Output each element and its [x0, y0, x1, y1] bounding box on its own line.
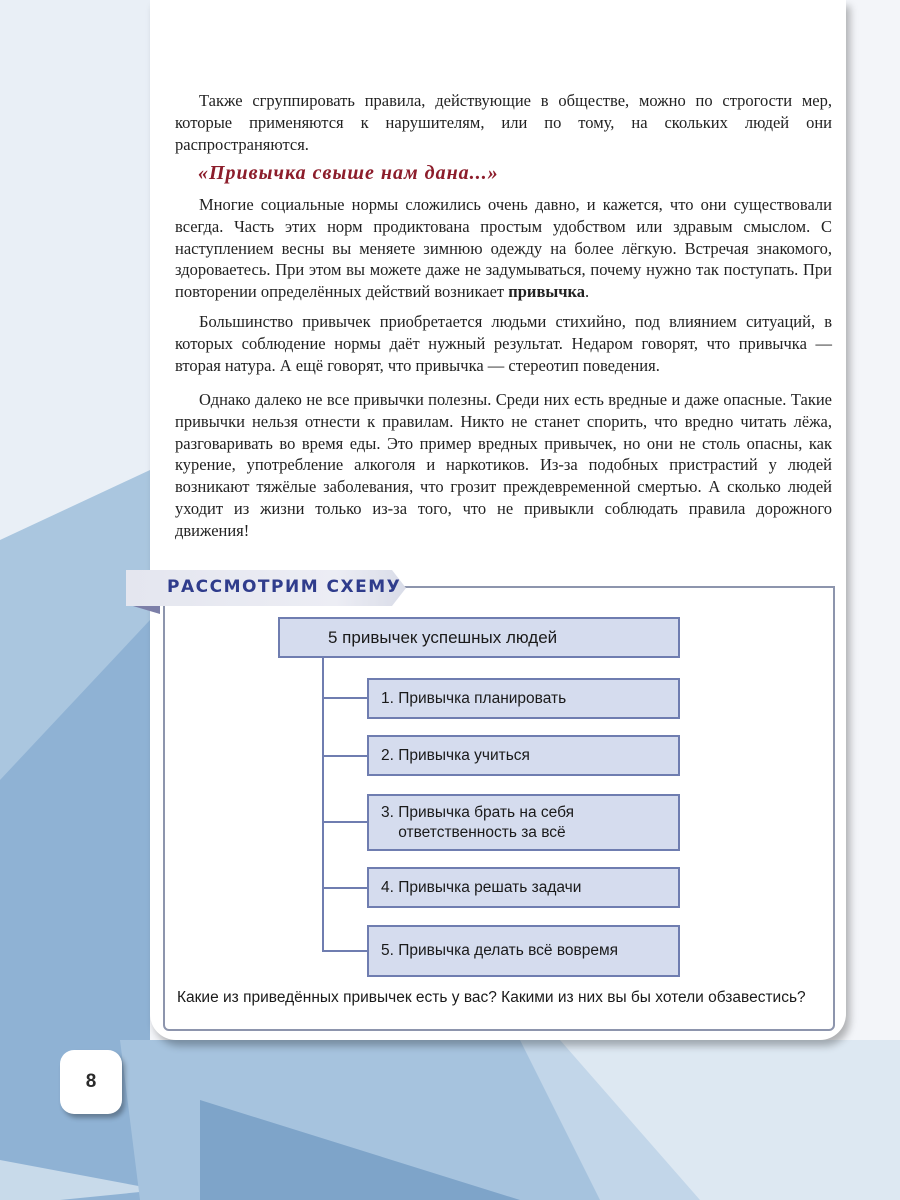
scheme-item-5: 5. Привычка делать всё вовремя [367, 925, 680, 977]
scheme-tab-label: РАССМОТРИМ СХЕМУ [167, 577, 402, 597]
paragraph-1: Также сгруппировать правила, действующие в обществе, можно по строгости мер, которые применяются к нарушителям, или по тому, на скольких людей они распространяются. [175, 91, 832, 154]
page-number-badge [60, 1050, 122, 1114]
section-heading: «Привычка свыше нам дана...» [198, 162, 499, 184]
paragraph-3: Большинство привычек приобретается людьми стихийно, под влиянием ситуаций, в которых соблюдение нормы даёт нужный результат. Недаром говорят, что привычка — вторая натура. А ещё говорят, что привычка — стереотип поведения. [175, 312, 832, 375]
paragraph-4: Однако далеко не все привычки полезны. Среди них есть вредные и даже опасные. Такие привычки нельзя отнести к правилам. Никто не станет спорить, что вредно читать лёжа, разговаривать во время еды. Это пример вредных привычек, но они не столь опасны, как курение, употребление алкоголя и наркотиков. Из-за подобных пристрастий у людей возникают тяжёлые заболевания, что грозит преждевременной смертью. А сколько людей уходит из жизни только из-за того, что не привыкли соблюдать правила дорожного движения! [175, 390, 832, 540]
scheme-item-3: 3. Привычка брать на себя ответственность за всё [367, 794, 680, 851]
scheme-item-1: 1. Привычка планировать [367, 678, 680, 719]
connector-5 [322, 950, 368, 952]
connector-3 [322, 821, 368, 823]
scheme-item-4: 4. Привычка решать задачи [367, 867, 680, 908]
paragraph-2 [175, 194, 832, 303]
question-text: Какие из приведённых привычек есть у вас? Какими из них вы бы хотели обзавестись? [177, 989, 806, 1006]
connector-2 [322, 755, 368, 757]
scheme-title-box: 5 привычек успешных людей [278, 617, 680, 658]
term-habit: привычка [508, 282, 586, 302]
paragraph-2-text: Многие социальные нормы сложились очень давно, и кажется, что они существовали всегда. Часть этих норм продиктована простым удобством или здравым смыслом. С наступлением весны вы меняете зимнюю одежду на более лёгкую. Встречая знакомого, здороваетесь. При этом вы можете даже не задумываться, почему нужно так поступать. При повторении определённых действий возникает [175, 195, 832, 302]
paragraph-2-end: . [585, 282, 590, 302]
connector-4 [322, 887, 368, 889]
connector-vertical [322, 657, 324, 952]
connector-1 [322, 697, 368, 699]
page-number: 8 [85, 1071, 97, 1092]
scheme-item-2: 2. Привычка учиться [367, 735, 680, 776]
